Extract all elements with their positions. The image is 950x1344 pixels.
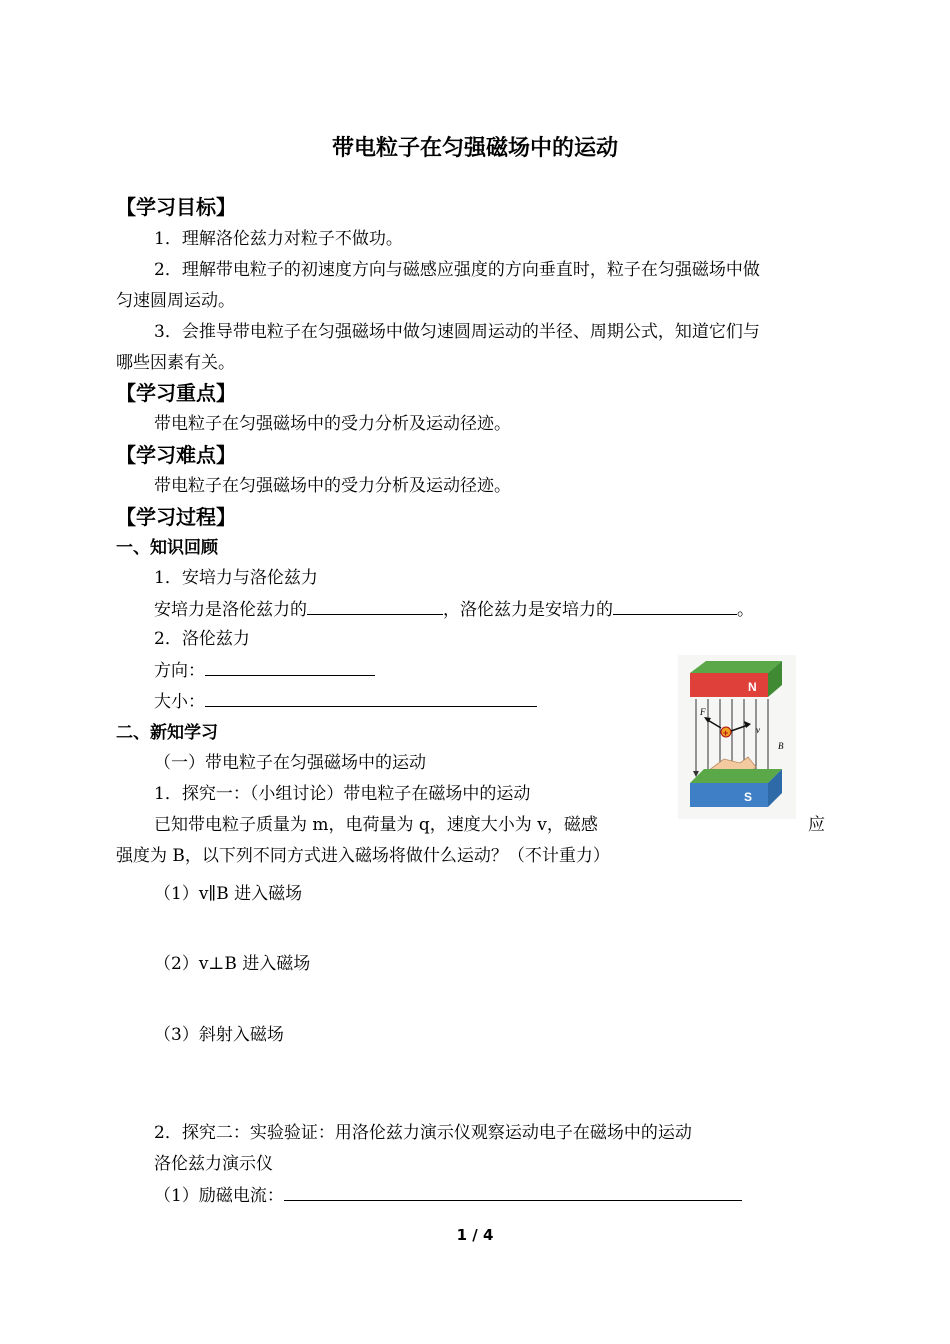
goal-2: 2．理解带电粒子的初速度方向与磁感应强度的方向垂直时，粒子在匀强磁场中做 <box>154 260 760 280</box>
velocity-label: v <box>756 725 760 735</box>
excitation-label: （1）励磁电流： <box>154 1186 284 1206</box>
case-2: （2）v⊥B 进入磁场 <box>154 954 311 974</box>
section-goals: 【学习目标】 <box>116 195 236 219</box>
case-1: （1）v∥B 进入磁场 <box>154 884 303 904</box>
new-knowledge-heading: 二、新知学习 <box>116 723 218 743</box>
review-fill-text-2: ，洛伦兹力是安培力的 <box>443 600 613 620</box>
south-pole-block <box>690 783 768 807</box>
south-top-grass <box>690 769 782 783</box>
review-fill-text-1: 安培力是洛伦兹力的 <box>154 600 307 620</box>
charge-sign: + <box>723 728 729 738</box>
magnitude-label: 大小： <box>154 692 205 712</box>
section-key-points: 【学习重点】 <box>116 381 236 405</box>
given-line-1: 已知带电粒子质量为 m，电荷量为 q，速度大小为 v，磁感 <box>154 815 598 835</box>
goal-1: 1．理解洛伦兹力对粒子不做功。 <box>154 229 403 249</box>
goal-3: 3．会推导带电粒子在匀强磁场中做匀速圆周运动的半径、周期公式，知道它们与 <box>154 322 760 342</box>
magnitude-line <box>154 690 537 713</box>
key-point-text: 带电粒子在匀强磁场中的受力分析及运动径迹。 <box>154 414 511 434</box>
magnet-field-illustration <box>678 655 796 819</box>
force-label: F <box>700 707 706 717</box>
part-1-heading: （一）带电粒子在匀强磁场中的运动 <box>154 753 426 773</box>
direction-label: 方向： <box>154 661 205 681</box>
review-item-1: 1．安培力与洛伦兹力 <box>154 568 318 588</box>
case-3: （3）斜射入磁场 <box>154 1025 284 1045</box>
north-top-grass <box>690 661 782 673</box>
review-heading: 一、知识回顾 <box>116 538 218 558</box>
review-fill-end: 。 <box>737 600 754 620</box>
page-number <box>0 1226 950 1244</box>
page-separator: / <box>467 1226 483 1244</box>
explore-2: 2．探究二：实验验证：用洛伦兹力演示仪观察运动电子在磁场中的运动 <box>154 1123 692 1143</box>
north-label: N <box>748 680 757 694</box>
excitation-line <box>154 1184 742 1207</box>
page-title: 带电粒子在匀强磁场中的运动 <box>331 136 618 161</box>
goal-2-cont: 匀速圆周运动。 <box>116 291 235 311</box>
review-fill-line <box>154 598 754 621</box>
direction-blank[interactable] <box>205 659 375 676</box>
page-total: 4 <box>482 1226 494 1244</box>
difficulty-text: 带电粒子在匀强磁场中的受力分析及运动径迹。 <box>154 476 511 496</box>
answer-blank-2[interactable] <box>613 598 737 615</box>
explore-1: 1．探究一：（小组讨论）带电粒子在磁场中的运动 <box>154 784 531 804</box>
given-line-1-end: 应 <box>808 815 825 835</box>
review-item-2: 2．洛伦兹力 <box>154 629 250 649</box>
magnitude-blank[interactable] <box>205 690 537 707</box>
section-difficulties: 【学习难点】 <box>116 443 236 467</box>
excitation-blank[interactable] <box>284 1184 742 1201</box>
device-name: 洛伦兹力演示仪 <box>154 1154 273 1174</box>
field-label: B <box>778 741 784 751</box>
page-current: 1 <box>456 1226 468 1244</box>
answer-blank-1[interactable] <box>307 598 443 615</box>
section-process: 【学习过程】 <box>116 505 236 529</box>
given-line-2: 强度为 B，以下列不同方式进入磁场将做什么运动？（不计重力） <box>116 846 610 866</box>
goal-3-cont: 哪些因素有关。 <box>116 353 235 373</box>
south-label: S <box>744 790 753 804</box>
direction-line <box>154 659 375 682</box>
